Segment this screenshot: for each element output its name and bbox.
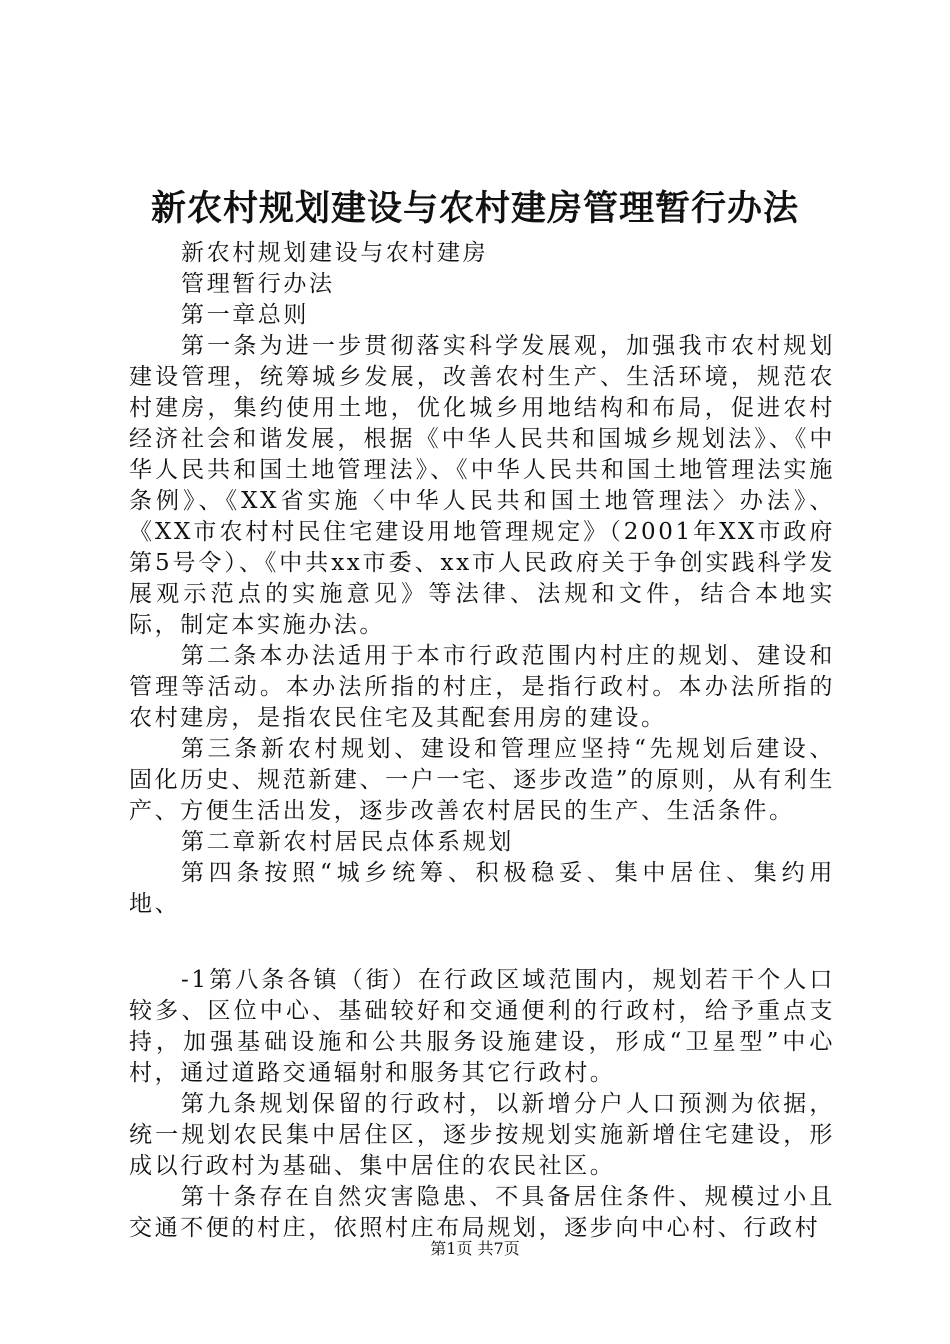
article-2: 第二条本办法适用于本市行政范围内村庄的规划、建设和管理等活动。本办法所指的村庄，是指行政村。本办法所指的农村建房，是指农民住宅及其配套用房的建设。 xyxy=(129,643,835,731)
article-1: 第一条为进一步贯彻落实科学发展观，加强我市农村规划建设管理，统筹城乡发展，改善农村生产、生活环境，规范农村建房，集约使用土地，优化城乡用地结构和布局，促进农村经济社会和谐发展，根据《中华人民共和国城乡规划法》、《中华人民共和国土地管理法》、《中华人民共和国土地管理法实施条例》、《XX省实施〈中华人民共和国土地管理法〉办法》、《XX市农村村民住宅建设用地管理规定》（2001年XX市政府第5号令）、《中共xx市委、xx市人民政府关于争创实践科学发展观示范点的实施意见》等法律、法规和文件，结合本地实际，制定本实施办法。 xyxy=(129,333,835,638)
page-break-gap xyxy=(129,920,835,965)
subtitle-line-2: 管理暂行办法 xyxy=(181,271,335,297)
subtitle-line-1: 新农村规划建设与农村建房 xyxy=(181,240,489,266)
article-10: 第十条存在自然灾害隐患、不具备居住条件、规模过小且交通不便的村庄，依照村庄布局规划，逐步向中心村、行政村 xyxy=(129,1184,835,1241)
document-title: 新农村规划建设与农村建房管理暂行办法 xyxy=(150,188,799,229)
article-9: 第九条规划保留的行政村，以新增分户人口预测为依据，统一规划农民集中居住区，逐步按规划实施新增住宅建设，形成以行政村为基础、集中居住的农民社区。 xyxy=(129,1091,835,1179)
chapter-heading-1: 第一章总则 xyxy=(181,302,309,328)
article-4: 第四条按照“城乡统筹、积极稳妥、集中居住、集约用地、 xyxy=(129,860,835,917)
page-footer: 第1页 共7页 xyxy=(430,1239,520,1258)
document-body xyxy=(129,238,835,1244)
article-3: 第三条新农村规划、建设和管理应坚持“先规划后建设、固化历史、规范新建、一户一宅、逐步改造”的原则，从有利生产、方便生活出发，逐步改善农村居民的生产、生活条件。 xyxy=(129,736,835,824)
article-8: -1第八条各镇（街）在行政区域范围内，规划若干个人口较多、区位中心、基础较好和交通便利的行政村，给予重点支持，加强基础设施和公共服务设施建设，形成“卫星型”中心村，通过道路交通辐射和服务其它行政村。 xyxy=(129,967,835,1086)
chapter-heading-2: 第二章新农村居民点体系规划 xyxy=(181,829,514,855)
